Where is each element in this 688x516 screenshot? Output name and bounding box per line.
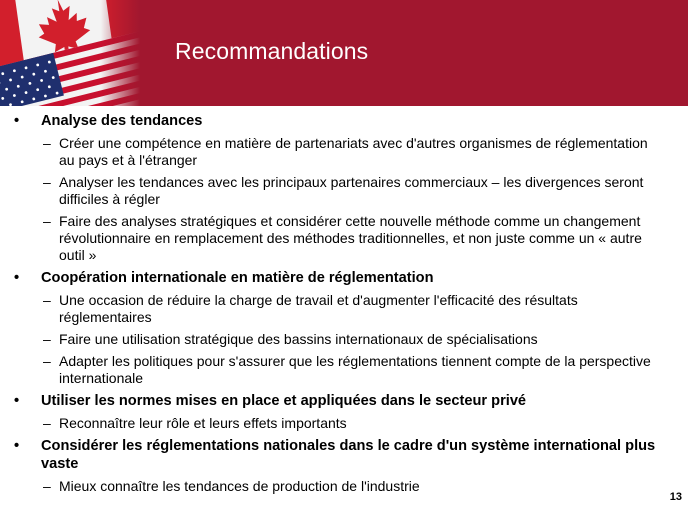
list-item bbox=[0, 353, 688, 387]
list-item bbox=[0, 174, 688, 208]
section-heading-text: Coopération internationale en matière de réglementation bbox=[41, 270, 434, 286]
section-heading-text: Utiliser les normes mises en place et appliquées dans le secteur privé bbox=[41, 393, 527, 409]
dash-marker: – bbox=[43, 353, 51, 369]
section-heading bbox=[0, 437, 688, 473]
dash-marker: – bbox=[43, 135, 51, 151]
bullet-marker: • bbox=[14, 113, 20, 129]
page-number: 13 bbox=[669, 491, 682, 503]
dash-marker: – bbox=[43, 174, 51, 190]
dash-marker: – bbox=[43, 478, 51, 494]
list-item-text: Créer une compétence en matière de partenariats avec d'autres organismes de réglementation au pays et à l'étranger bbox=[59, 135, 648, 168]
list-item bbox=[0, 478, 688, 495]
bullet-marker: • bbox=[14, 438, 20, 454]
section-heading bbox=[0, 112, 688, 130]
slide-title: Recommandations bbox=[175, 38, 369, 64]
canada-usa-flags-graphic bbox=[0, 0, 140, 106]
list-item-text: Faire une utilisation stratégique des bassins internationaux de spécialisations bbox=[59, 331, 538, 347]
slide-body bbox=[0, 108, 688, 495]
dash-marker: – bbox=[43, 331, 51, 347]
flags-image bbox=[0, 0, 140, 106]
list-item bbox=[0, 135, 688, 169]
bullet-marker: • bbox=[14, 393, 20, 409]
section-heading bbox=[0, 269, 688, 287]
list-item bbox=[0, 292, 688, 326]
list-item-text: Reconnaître leur rôle et leurs effets importants bbox=[59, 415, 347, 431]
list-item bbox=[0, 213, 688, 264]
dash-marker: – bbox=[43, 213, 51, 229]
list-item-text: Analyser les tendances avec les principaux partenaires commerciaux – les divergences seront difficiles à régler bbox=[59, 174, 644, 207]
section-heading-text: Considérer les réglementations nationales dans le cadre d'un système international plus vaste bbox=[41, 438, 656, 472]
dash-marker: – bbox=[43, 415, 51, 431]
section-heading-text: Analyse des tendances bbox=[41, 113, 203, 129]
list-item bbox=[0, 415, 688, 432]
dash-marker: – bbox=[43, 292, 51, 308]
title-banner bbox=[0, 0, 688, 106]
list-item-text: Mieux connaître les tendances de production de l'industrie bbox=[59, 478, 420, 494]
bullet-marker: • bbox=[14, 270, 20, 286]
section-heading bbox=[0, 392, 688, 410]
list-item-text: Une occasion de réduire la charge de travail et d'augmenter l'efficacité des résultats réglementaires bbox=[59, 292, 578, 325]
list-item bbox=[0, 331, 688, 348]
list-item-text: Adapter les politiques pour s'assurer que les réglementations tiennent compte de la perspective internationale bbox=[59, 353, 651, 386]
list-item-text: Faire des analyses stratégiques et considérer cette nouvelle méthode comme un changement révolutionnaire en remplacement des méthodes traditionnelles, et non juste comme un « autre outil » bbox=[59, 213, 642, 263]
